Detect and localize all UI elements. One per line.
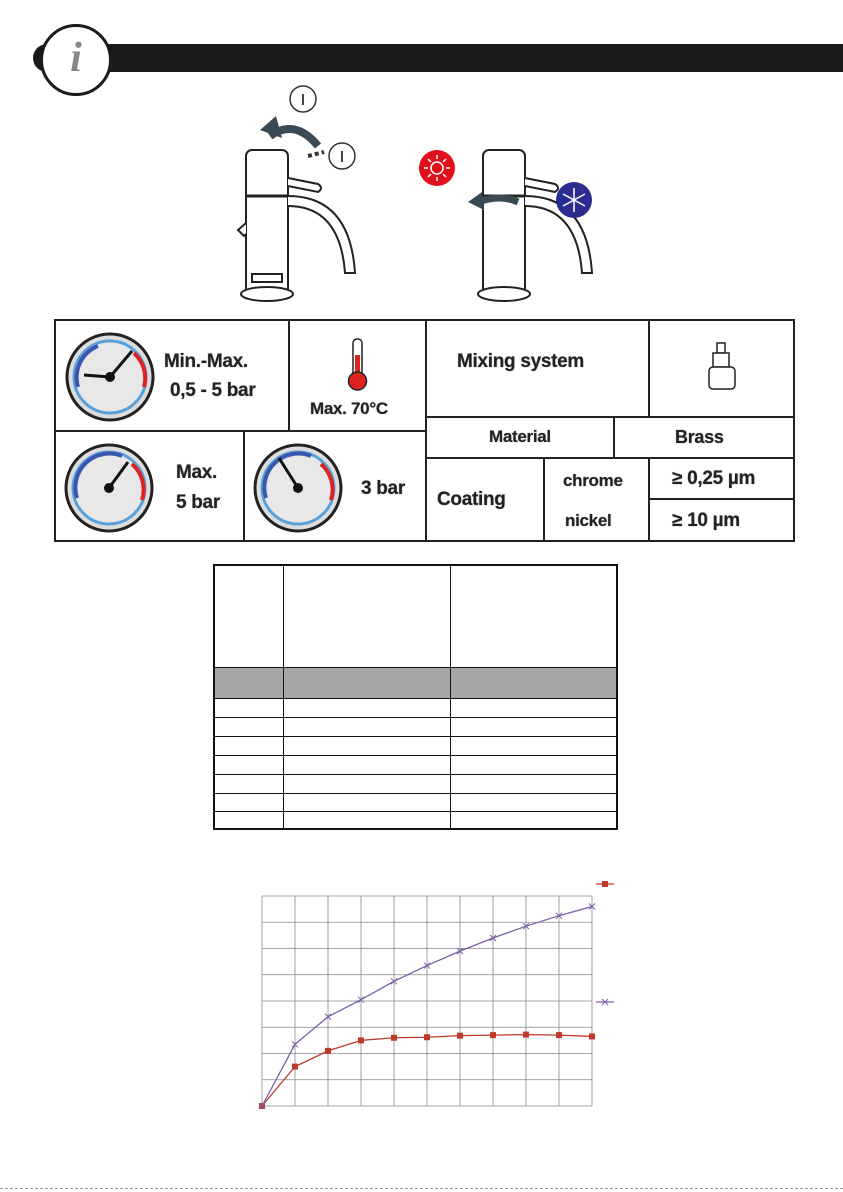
faucet-illustration <box>200 78 640 308</box>
chrome-thickness: ≥ 0,25 µm <box>672 468 756 489</box>
header-bar <box>33 44 843 72</box>
table-row <box>215 717 616 718</box>
max-pressure-cell <box>54 430 245 542</box>
position-mark-label: I <box>339 149 345 166</box>
legend-item <box>596 881 614 887</box>
page-cut-line <box>0 1188 843 1189</box>
max-pressure-gauge-icon <box>62 440 156 536</box>
data-point <box>457 1033 463 1039</box>
material-label-cell <box>425 416 615 459</box>
pressure-range-label: Min.-Max. <box>164 351 248 372</box>
max-temperature-cell <box>288 319 427 432</box>
table-row <box>215 793 616 794</box>
test-pressure-cell <box>243 430 427 542</box>
faucet-right <box>478 150 592 301</box>
table-row <box>215 774 616 775</box>
nickel-thickness-cell <box>648 498 795 542</box>
table-column-divider <box>450 566 451 828</box>
data-point <box>292 1064 298 1070</box>
data-point <box>325 1048 331 1054</box>
data-point <box>391 1035 397 1041</box>
coating-label: Coating <box>437 489 506 510</box>
test-pressure-value: 3 bar <box>361 478 405 499</box>
material-value: Brass <box>675 427 724 447</box>
data-point <box>424 1034 430 1040</box>
pressure-range-cell <box>54 319 290 432</box>
flow-chart <box>240 870 640 1120</box>
data-point <box>523 1032 529 1038</box>
material-value-cell <box>613 416 795 459</box>
mixing-system-cell <box>425 319 650 418</box>
table-column-divider <box>283 566 284 828</box>
max-temperature-label: Max. 70°C <box>310 399 388 418</box>
nickel-thickness: ≥ 10 µm <box>672 510 740 531</box>
material-label: Material <box>489 427 551 446</box>
cartridge-cell <box>648 319 795 418</box>
flow-rate-table <box>213 564 618 830</box>
data-point <box>490 1032 496 1038</box>
max-pressure-label: Max. <box>176 462 218 483</box>
thermometer-icon <box>345 337 371 393</box>
data-point <box>556 1032 562 1038</box>
chrome-thickness-cell <box>648 457 795 500</box>
flow-table-header-band <box>215 667 616 698</box>
legend-item <box>596 999 614 1005</box>
coating-chrome: chrome <box>563 471 623 490</box>
mixing-system-label: Mixing system <box>457 351 585 372</box>
snowflake-icon <box>556 182 592 218</box>
table-row <box>215 736 616 737</box>
coating-type-cell <box>543 457 650 542</box>
table-row <box>215 755 616 756</box>
sun-icon <box>419 150 455 186</box>
table-row <box>215 811 616 812</box>
pressure-range-value: 0,5 - 5 bar <box>170 380 256 401</box>
data-point <box>358 1037 364 1043</box>
chart-grid <box>262 896 592 1106</box>
data-point <box>589 1033 595 1039</box>
coating-nickel: nickel <box>565 511 612 530</box>
faucet-left <box>238 150 355 301</box>
chart-legend <box>596 881 614 1005</box>
coating-label-cell <box>425 457 545 542</box>
cartridge-icon <box>705 341 741 393</box>
pressure-gauge-icon <box>64 329 156 425</box>
table-row <box>215 698 616 699</box>
max-pressure-value: 5 bar <box>176 492 220 513</box>
table-row <box>215 667 616 668</box>
info-icon-glyph: i <box>70 35 82 81</box>
position-mark-label: I <box>300 92 306 109</box>
test-pressure-gauge-icon <box>251 440 345 536</box>
